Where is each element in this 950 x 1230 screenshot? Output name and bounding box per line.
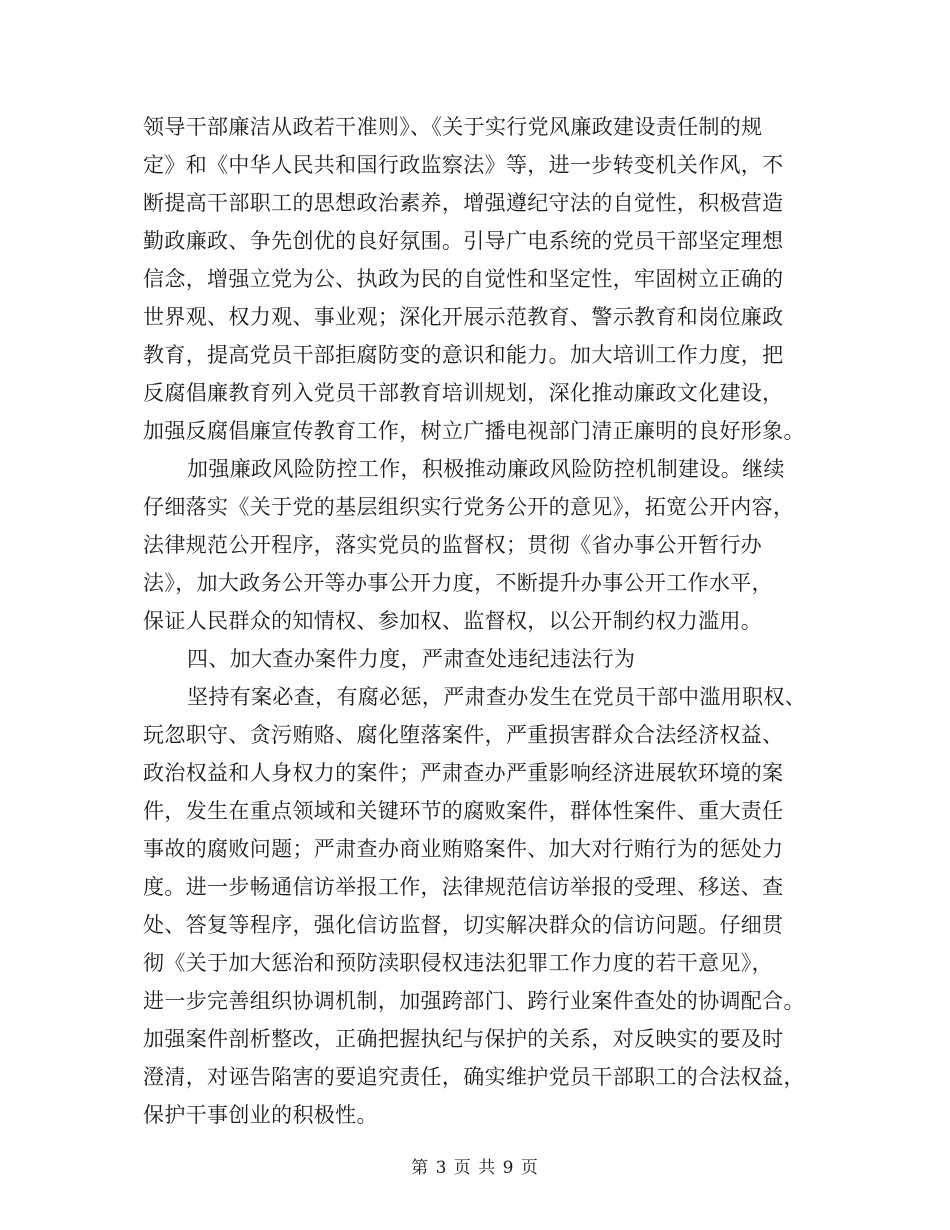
text-line: 勤政廉政、争先创优的良好氛围。引导广电系统的党员干部坚定理想 (143, 229, 784, 253)
text-line: 法律规范公开程序，落实党员的监督权；贯彻《省办事公开暂行办 (143, 533, 763, 557)
text-line: 断提高干部职工的思想政治素养，增强遵纪守法的自觉性，积极营造 (143, 191, 784, 215)
text-line: 定》和《中华人民共和国行政监察法》等，进一步转变机关作风，不 (143, 153, 784, 177)
text-line: 法》，加大政务公开等办事公开力度，不断提升办事公开工作水平， (143, 571, 773, 595)
text-line: 处、答复等程序，强化信访监督，切实解决群众的信访问题。仔细贯 (143, 913, 784, 937)
text-line: 澄清，对诬告陷害的要追究责任，确实维护党员干部职工的合法权益， (143, 1065, 805, 1089)
text-line: 世界观、权力观、事业观；深化开展示范教育、警示教育和岗位廉政 (143, 305, 784, 329)
paragraph-first-line: 加强廉政风险防控工作，积极推动廉政风险防控机制建设。继续 (187, 457, 785, 481)
text-line: 反腐倡廉教育列入党员干部教育培训规划，深化推动廉政文化建设， (143, 381, 784, 405)
text-line: 领导干部廉洁从政若干准则》、《关于实行党风廉政建设责任制的规 (143, 115, 763, 139)
document-body (143, 108, 823, 1134)
text-line: 彻《关于加大惩治和预防渎职侵权违法犯罪工作力度的若干意见》， (143, 951, 773, 975)
text-line: 仔细落实《关于党的基层组织实行党务公开的意见》，拓宽公开内容， (143, 495, 795, 519)
text-line: 进一步完善组织协调机制，加强跨部门、跨行业案件查处的协调配合。 (143, 989, 805, 1013)
text-line: 加强案件剖析整改，正确把握执纪与保护的关系，对反映实的要及时 (143, 1027, 784, 1051)
text-line: 教育，提高党员干部拒腐防变的意识和能力。加大培训工作力度，把 (143, 343, 784, 367)
text-line: 信念，增强立党为公、执政为民的自觉性和坚定性，牢固树立正确的 (143, 267, 784, 291)
text-line: 事故的腐败问题；严肃查办商业贿赂案件、加大对行贿行为的惩处力 (143, 837, 784, 861)
text-line: 度。进一步畅通信访举报工作，法律规范信访举报的受理、移送、查 (143, 875, 784, 899)
text-line: 政治权益和人身权力的案件；严肃查办严重影响经济进展软环境的案 (143, 761, 784, 785)
text-line: 保证人民群众的知情权、参加权、监督权，以公开制约权力滥用。 (143, 609, 763, 633)
section-heading: 四、加大查办案件力度，严肃查处违纪违法行为 (187, 647, 636, 671)
text-line: 加强反腐倡廉宣传教育工作，树立广播电视部门清正廉明的良好形象。 (143, 419, 805, 443)
text-line: 保护干事创业的积极性。 (143, 1103, 378, 1127)
text-line: 玩忽职守、贪污贿赂、腐化堕落案件，严重损害群众合法经济权益、 (143, 723, 784, 747)
page-number-footer: 第 3 页 共 9 页 (411, 1158, 539, 1178)
paragraph-first-line: 坚持有案必查，有腐必惩，严肃查办发生在党员干部中滥用职权、 (187, 685, 807, 709)
text-line: 件，发生在重点领域和关键环节的腐败案件，群体性案件、重大责任 (143, 799, 784, 823)
